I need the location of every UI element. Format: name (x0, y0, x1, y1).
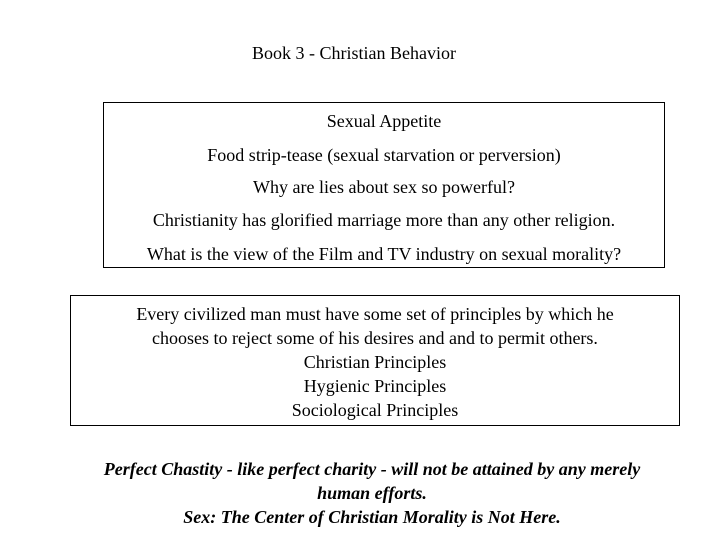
principle-item: Christian Principles (303, 352, 447, 372)
conclusion-line: human efforts. (317, 483, 427, 503)
topic-item: Christianity has glorified marriage more than any other religion. (152, 210, 616, 230)
conclusion-line: Perfect Chastity - like perfect charity - will not be attained by any merely (103, 459, 641, 479)
topics-box (103, 102, 665, 268)
principles-box (70, 295, 680, 426)
topic-item: Why are lies about sex so powerful? (253, 177, 515, 197)
page-title: Book 3 - Christian Behavior (252, 43, 456, 63)
conclusion-line: Sex: The Center of Christian Morality is Not Here. (183, 507, 561, 527)
principle-item: Sociological Principles (291, 400, 459, 420)
topic-item: Food strip-tease (sexual starvation or perversion) (207, 145, 561, 165)
principles-intro: chooses to reject some of his desires and and to permit others. (152, 328, 598, 348)
topic-heading: Sexual Appetite (326, 111, 442, 131)
principle-item: Hygienic Principles (303, 376, 447, 396)
topic-item: What is the view of the Film and TV industry on sexual morality? (146, 244, 622, 264)
conclusion-text (0, 457, 720, 529)
principles-intro: Every civilized man must have some set of principles by which he (136, 304, 614, 324)
